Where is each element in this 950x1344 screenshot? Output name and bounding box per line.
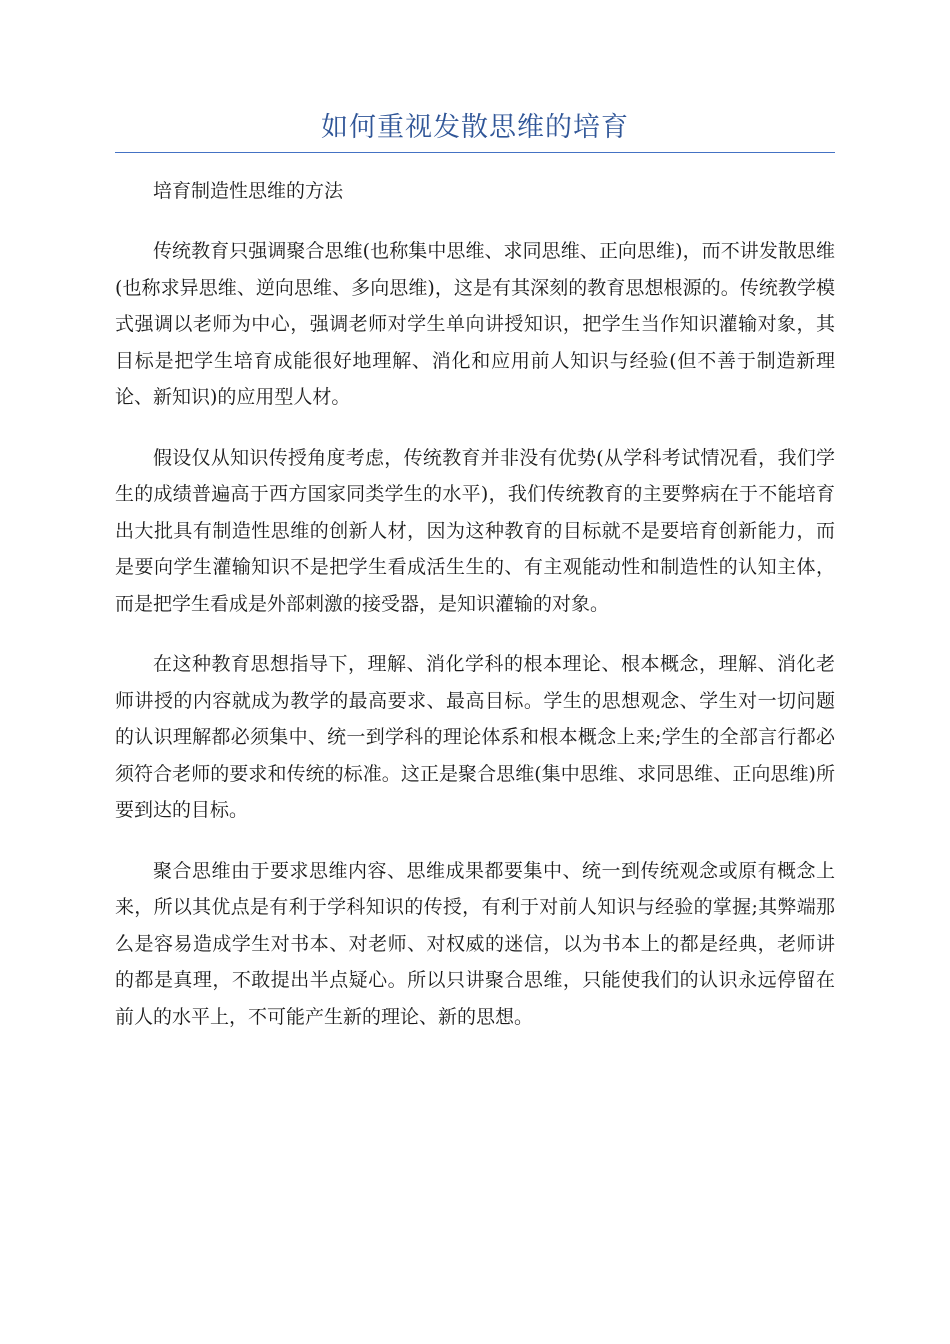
- paragraph-3: 在这种教育思想指导下，理解、消化学科的根本理论、根本概念，理解、消化老师讲授的内容就成为教学的最高要求、最高目标。学生的思想观念、学生对一切问题的认识理解都必须集中、统一到学科的理论体系和根本概念上来;学生的全部言行都必须符合老师的要求和传统的标准。这正是聚合思维(集中思维、求同思维、正向思维)所要到达的目标。: [115, 653, 835, 821]
- paragraph-2: 假设仅从知识传授角度考虑，传统教育并非没有优势(从学科考试情况看，我们学生的成绩普遍高于西方国家同类学生的水平)，我们传统教育的主要弊病在于不能培育出大批具有制造性思维的创新人材，因为这种教育的目标就不是要培育创新能力，而是要向学生灌输知识不是把学生看成活生生的、有主观能动性和制造性的认知主体，而是把学生看成是外部刺激的接受器，是知识灌输的对象。: [115, 446, 835, 615]
- document-title: 如何重视发散思维的培育: [321, 112, 629, 143]
- section-subtitle: 培育制造性思维的方法: [153, 180, 344, 202]
- paragraph-1: 传统教育只强调聚合思维(也称集中思维、求同思维、正向思维)，而不讲发散思维(也称求异思维、逆向思维、多向思维)，这是有其深刻的教育思想根源的。传统教学模式强调以老师为中心，强调老师对学生单向讲授知识，把学生当作知识灌输对象，其目标是把学生培育成能很好地理解、消化和应用前人知识与经验(但不善于制造新理论、新知识)的应用型人材。: [115, 240, 835, 408]
- title-underline: [115, 152, 835, 153]
- paragraph-4: 聚合思维由于要求思维内容、思维成果都要集中、统一到传统观念或原有概念上来，所以其优点是有利于学科知识的传授，有利于对前人知识与经验的掌握;其弊端那么是容易造成学生对书本、对老师、对权威的迷信，以为书本上的都是经典，老师讲的都是真理，不敢提出半点疑心。所以只讲聚合思维，只能使我们的认识永远停留在前人的水平上，不可能产生新的理论、新的思想。: [115, 859, 835, 1028]
- document-page: [115, 108, 835, 1035]
